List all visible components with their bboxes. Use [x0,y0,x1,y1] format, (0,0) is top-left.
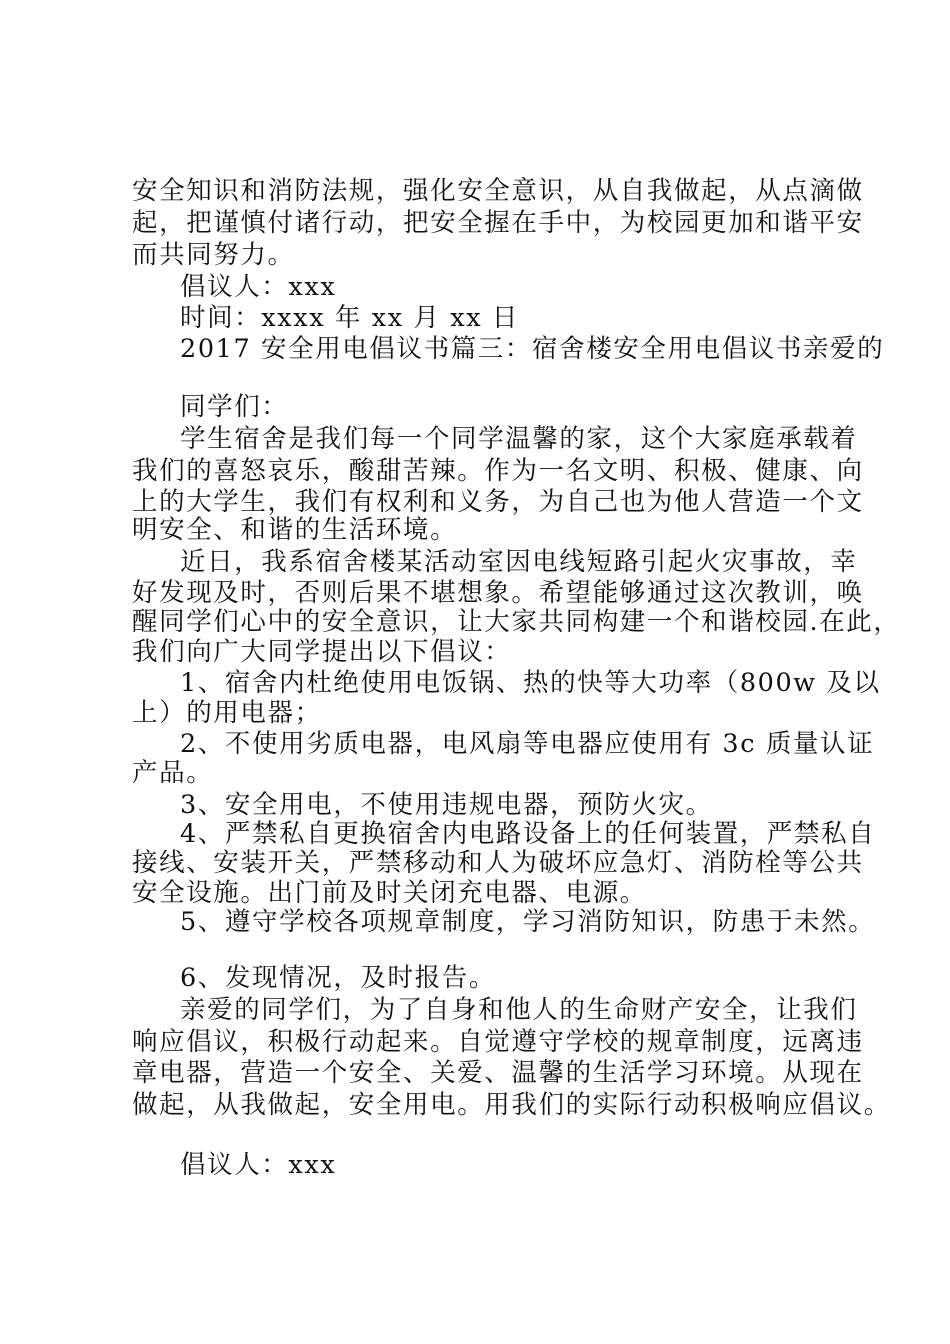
salutation-line: 同学们： [180,392,289,422]
list-item-continuation: 上）的用电器； [132,698,322,728]
list-item-continuation: 安全设施。出门前及时关闭充电器、电源。 [132,878,647,908]
list-item: 6、发现情况，及时报告。 [180,963,496,993]
body-line: 明安全、和谐的生活环境。 [132,515,458,545]
list-item-continuation: 接线、安装开关，严禁移动和人为破坏应急灯、消防栓等公共 [132,848,864,878]
proposer-line: 倡议人：xxx [180,272,337,302]
body-line: 响应倡议，积极行动起来。自觉遵守学校的规章制度，远离违 [132,1027,864,1057]
body-line: 上的大学生，我们有权利和义务，为自己也为他人营造一个文 [132,487,864,517]
body-line: 亲爱的同学们，为了自身和他人的生命财产安全，让我们 [180,995,858,1025]
list-item: 4、严禁私自更换宿舍内电路设备上的任何装置，严禁私自 [180,819,876,849]
body-line: 醒同学们心中的安全意识，让大家共同构建一个和谐校园.在此， [132,607,901,637]
body-line: 好发现及时，否则后果不堪想象。希望能够通过这次教训，唤 [132,578,864,608]
body-line: 而共同努力。 [132,240,295,270]
proposer-line: 倡议人：xxx [180,1150,337,1180]
body-line: 学生宿舍是我们每一个同学温馨的家，这个大家庭承载着 [180,424,858,454]
body-line: 章电器，营造一个安全、关爱、温馨的生活学习环境。从现在 [132,1058,864,1088]
list-item: 1、宿舍内杜绝使用电饭锅、热的快等大功率（800w 及以 [180,668,881,698]
list-item-continuation: 产品。 [132,758,214,788]
body-line: 做起，从我做起，安全用电。用我们的实际行动积极响应倡议。 [132,1090,891,1120]
list-item: 3、安全用电，不使用违规电器，预防火灾。 [180,790,713,820]
body-line: 我们的喜怒哀乐，酸甜苦辣。作为一名文明、积极、健康、向 [132,456,864,486]
body-line: 安全知识和消防法规，强化安全意识，从自我做起，从点滴做 [132,176,864,206]
body-line: 我们向广大同学提出以下倡议： [132,637,512,667]
list-item: 2、不使用劣质电器，电风扇等电器应使用有 3c 质量认证 [180,729,875,759]
section-heading: 2017 安全用电倡议书篇三：宿舍楼安全用电倡议书亲爱的 [180,334,885,364]
body-line: 近日，我系宿舍楼某活动室因电线短路引起火灾事故，幸 [180,547,858,577]
list-item: 5、遵守学校各项规章制度，学习消防知识，防患于未然。 [180,907,876,937]
body-line: 起，把谨慎付诸行动，把安全握在手中，为校园更加和谐平安 [132,208,864,238]
date-line: 时间：xxxx 年 xx 月 xx 日 [180,303,519,333]
